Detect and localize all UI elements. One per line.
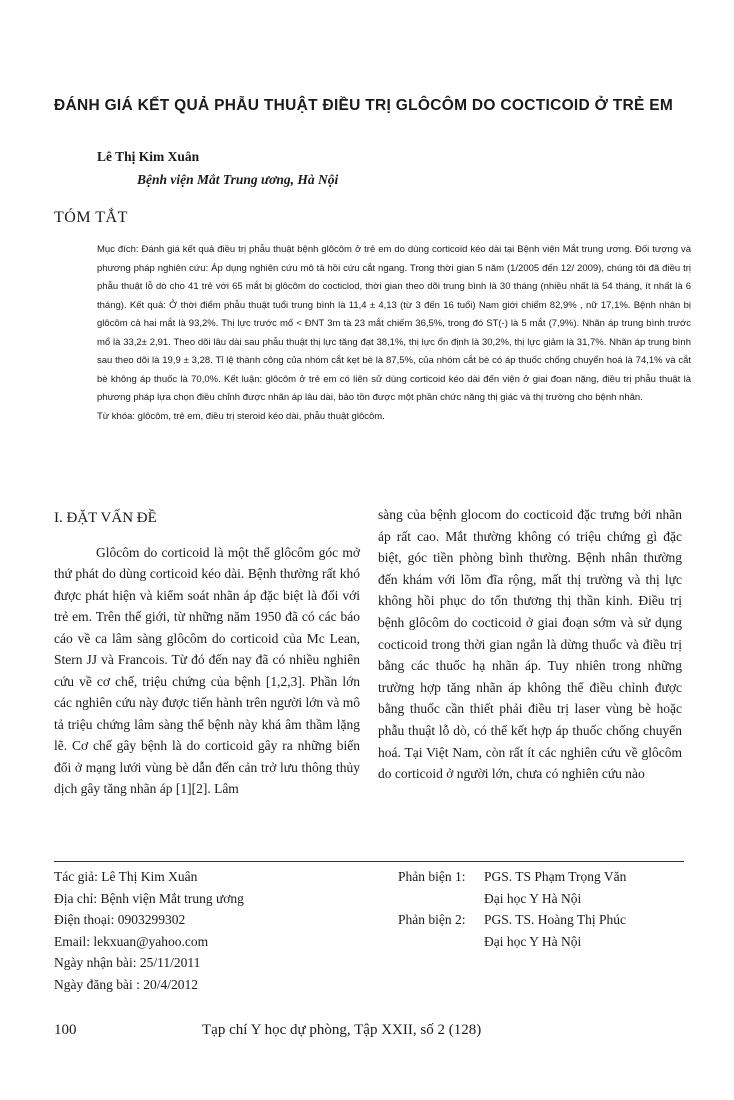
reviewer-1	[398, 866, 698, 888]
abstract	[97, 241, 691, 426]
reviewer-2-affiliation-row	[398, 931, 698, 953]
reviewer-1-name: PGS. TS Phạm Trọng Văn	[484, 869, 627, 884]
page-number: 100	[54, 1022, 77, 1038]
abstract-heading: TÓM TẮT	[54, 209, 128, 226]
section-body-left: Glôcôm do corticoid là một thể glôcôm góc mở thứ phát do dùng corticoid kéo dài. Bệnh thường rất khó được phát hiện và kiểm soát nhãn áp đặc biệt là đối với trẻ em. Trên thế giới, từ những năm 1950 đã có các báo cáo về ca lâm sàng glôcôm do corticoid của Mc Lean, Stern JJ và Francois. Từ đó đến nay đã có nhiều nghiên cứu về cơ chế, triệu chứng của bệnh [1,2,3]. Phần lớn các nghiên cứu này được tiến hành trên người lớn và mô tả triệu chứng lâm sàng thể bệnh này khá âm thầm lặng lẽ. Cơ chế gây bệnh là do corticoid gây ra những biến đổi ở mạng lưới vùng bè dẫn đến cản trở lưu thông thủy dịch gây tăng nhãn áp [1][2]. Lâm	[54, 544, 360, 796]
reviewer-1-label: Phản biện 1:	[398, 869, 466, 884]
reviewer-2-label: Phản biện 2:	[398, 912, 466, 927]
author-phone: Điện thoại: 0903299302	[54, 912, 186, 927]
footnote-divider	[54, 861, 684, 862]
reviewer-2-name: PGS. TS. Hoàng Thị Phúc	[484, 912, 627, 927]
reviewers-info	[398, 866, 698, 952]
reviewer-1-affiliation: Đại học Y Hà Nội	[484, 890, 582, 906]
paper-title: ĐÁNH GIÁ KẾT QUẢ PHẪU THUẬT ĐIỀU TRỊ GLÔCÔM DO COCTICOID Ở TRẺ EM	[54, 97, 674, 114]
section-body-right: sàng của bệnh glocom do cocticoid đặc trưng bởi nhãn áp rất cao. Mắt thường không có triệu chứng gì đặc biệt, góc tiền phòng bình thường. Bệnh nhân thường đến khám với lõm đĩa rộng, mất thị trường và thị lực không hồi phục do tổn thương thị thần kinh. Điều trị bệnh glôcôm do cocticoid ở giai đoạn sớm và sử dụng cocticoid trong thời gian ngắn là dừng thuốc và điều trị bằng các thuốc hạ nhãn áp. Tuy nhiên trong những trường hợp tăng nhãn áp không thể điều chỉnh được bằng thuốc cần thiết phải điều trị laser vùng bè hoặc phẫu thuật lỗ dò, có thể kết hợp áp thuốc chống chuyển hoá. Tại Việt Nam, còn rất ít các nghiên cứu về glôcôm do corticoid ở người lớn, chưa có nghiên cứu nào	[378, 507, 682, 782]
reviewer-1-affiliation-row	[398, 888, 698, 910]
section-heading: I. ĐẶT VẤN ĐỀ	[54, 510, 157, 526]
reviewer-2-affiliation: Đại học Y Hà Nội	[484, 933, 582, 949]
date-received: Ngày nhận bài: 25/11/2011	[54, 955, 201, 970]
date-published: Ngày đăng bài : 20/4/2012	[54, 976, 198, 992]
left-column	[54, 508, 360, 800]
reviewer-2	[398, 909, 698, 931]
author-affiliation: Bệnh viện Mắt Trung ương, Hà Nội	[137, 172, 339, 187]
abstract-text: Mục đích: Đánh giá kết quả điều trị phẫu thuật bệnh glôcôm ở trẻ em do dùng corticoid kéo dài tại Bệnh viện Mắt trung ương. Đối tượng và phương pháp nghiên cứu: Áp dụng nghiên cứu mô tả hồi cứu cắt ngang. Trong thời gian 5 năm (1/2005 đến 12/ 2009), chúng tôi đã điều trị phẫu thuật lỗ dò cho 41 trẻ với 65 mắt bị glôcôm do cocticlod, thời gian theo dõi trung bình là 30 tháng (nhiều nhất là 54 tháng, ít nhất là 6 tháng). Kết quả: Ở thời điểm phẫu thuật tuổi trung bình là 11,4 ± 4,13 (từ 3 đến 16 tuổi) Nam giới chiếm 82,9% , nữ 17,1%. Bệnh nhân bị glôcôm cả hai mắt là 93,2%. Thị lực trước mổ < ĐNT 3m tà 23 mắt chiếm 36,5%, trong đó ST(-) là 5 mắt (7,9%). Nhãn áp trung bình trước mổ là 33,2± 2,91. Theo dõi lâu dài sau phẫu thuật thị lực tăng đạt 38,1%, thị lực ổn định là 30,2%, thị lực giảm là 31,7%. Nhãn áp trung bình sau theo dõi là 19,9 ± 3,28. Tỉ lệ thành công của nhóm cắt kẹt bè là 87,5%, của nhóm cắt bè có áp thuốc chống chuyển hoá là 74,1% và cắt bè không áp thuốc là 70,0%. Kết luận: glôcôm ở trẻ em có liên sử dùng corticoid kéo dài đến viện ở giai đoạn nặng, điều trị phẫu thuật là phương pháp lựa chọn điều chỉnh được nhãn áp lâu dài, bảo tồn được một phần chức năng thị giác và thị trường cho bệnh nhân.	[97, 244, 691, 403]
author-name: Lê Thị Kim Xuân	[97, 149, 200, 164]
author-address: Địa chỉ: Bệnh viện Mắt trung ương	[54, 890, 244, 906]
author-email: Email: lekxuan@yahoo.com	[54, 933, 209, 949]
author-contact-info	[54, 866, 374, 995]
journal-citation: Tạp chí Y học dự phòng, Tập XXII, số 2 (128)	[202, 1022, 482, 1038]
corresponding-author: Tác giả: Lê Thị Kim Xuân	[54, 869, 198, 884]
keywords: Từ khóa: glôcôm, trẻ em, điều trị steroid kéo dài, phẫu thuật glôcôm.	[97, 410, 385, 422]
